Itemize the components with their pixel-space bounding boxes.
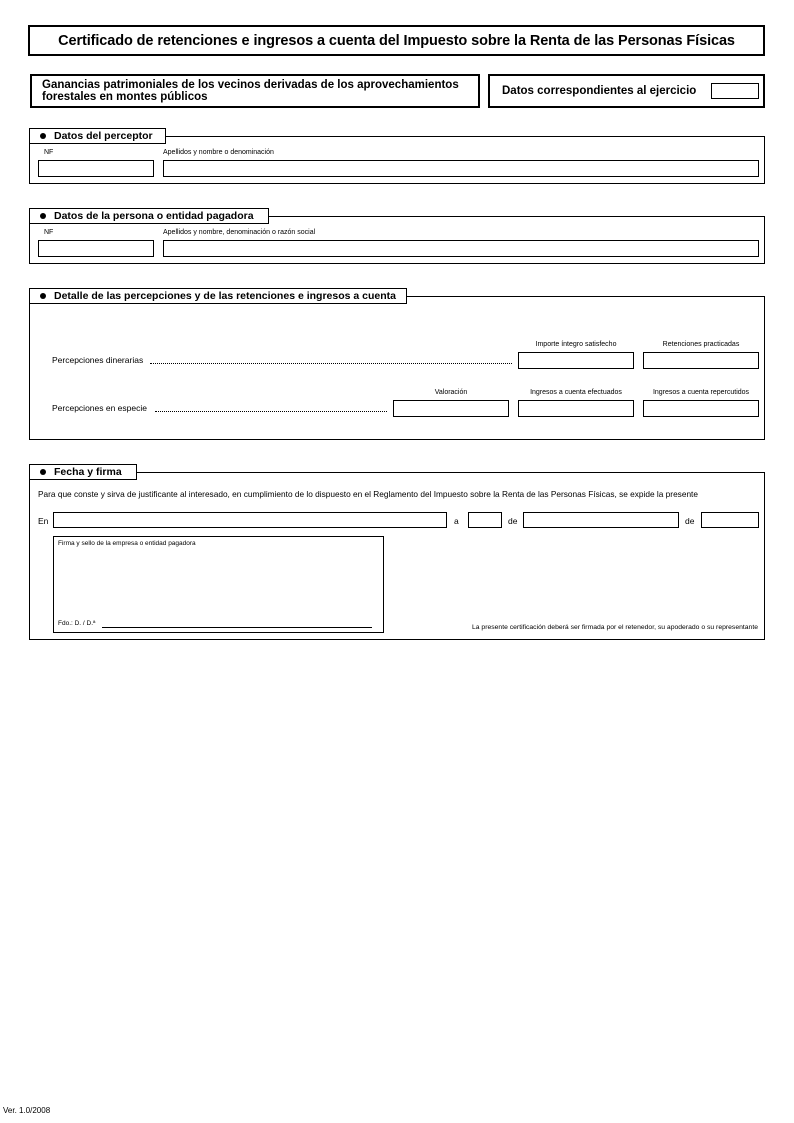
especie-ingresos-efectuados-field[interactable]: [518, 400, 634, 417]
perceptor-nif-label: NF: [44, 149, 54, 156]
col-ingresos-efectuados-label: Ingresos a cuenta efectuados: [530, 389, 622, 396]
perceptor-name-label: Apellidos y nombre o denominación: [163, 149, 274, 156]
de-label-2: de: [685, 516, 695, 526]
place-field[interactable]: [53, 512, 447, 528]
dotted-leader: [155, 411, 387, 412]
perceptor-nif-field[interactable]: [38, 160, 154, 177]
subtitle-line-2: forestales en montes públicos: [42, 91, 208, 103]
fecha-section-tab: [29, 464, 137, 480]
en-label: En: [38, 516, 49, 526]
signature-box[interactable]: [53, 536, 384, 633]
bullet-icon: [40, 213, 46, 219]
bullet-icon: [40, 133, 46, 139]
fdo-label: Fdo.: D. / D.ª: [58, 620, 96, 627]
bullet-icon: [40, 469, 46, 475]
document-title: Certificado de retenciones e ingresos a cuenta del Impuesto sobre la Renta de las Personas Físicas: [28, 25, 765, 56]
a-label: a: [454, 516, 459, 526]
pagador-name-field[interactable]: [163, 240, 759, 257]
perceptor-section-title: Datos del perceptor: [54, 130, 153, 142]
day-field[interactable]: [468, 512, 502, 528]
year-field[interactable]: [701, 512, 759, 528]
signature-box-label: Firma y sello de la empresa o entidad pagadora: [58, 540, 196, 547]
especie-valoracion-field[interactable]: [393, 400, 509, 417]
fiscal-year-label: Datos correspondientes al ejercicio: [502, 85, 697, 97]
dotted-leader: [150, 363, 512, 364]
pagador-section-tab: [29, 208, 269, 224]
pagador-nif-label: NF: [44, 229, 54, 236]
col-importe-label: Importe íntegro satisfecho: [535, 341, 617, 348]
col-valoracion-label: Valoración: [434, 389, 468, 396]
dinerarias-retenciones-field[interactable]: [643, 352, 759, 369]
de-label-1: de: [508, 516, 518, 526]
month-field[interactable]: [523, 512, 679, 528]
version-label: Ver. 1.0/2008: [3, 1106, 51, 1115]
subtitle-line-1: Ganancias patrimoniales de los vecinos derivadas de los aprovechamientos: [42, 79, 459, 91]
signature-line: [102, 627, 372, 628]
pagador-nif-field[interactable]: [38, 240, 154, 257]
pagador-section-title: Datos de la persona o entidad pagadora: [54, 210, 254, 222]
detalle-section-tab: [29, 288, 407, 304]
dinerarias-importe-field[interactable]: [518, 352, 634, 369]
document-subtitle: [30, 74, 480, 108]
bullet-icon: [40, 293, 46, 299]
signature-note: La presente certificación deberá ser firmada por el retenedor, su apoderado o su representante: [471, 624, 758, 631]
row-dinerarias-label: Percepciones dinerarias: [52, 355, 144, 365]
row-especie-label: Percepciones en especie: [52, 403, 147, 413]
fiscal-year-box: [488, 74, 765, 108]
pagador-name-label: Apellidos y nombre, denominación o razón social: [163, 229, 316, 236]
especie-ingresos-repercutidos-field[interactable]: [643, 400, 759, 417]
perceptor-section-tab: [29, 128, 166, 144]
col-ingresos-repercutidos-label: Ingresos a cuenta repercutidos: [652, 389, 750, 396]
fiscal-year-field[interactable]: [711, 83, 759, 99]
fecha-section-title: Fecha y firma: [54, 466, 122, 478]
certification-statement: Para que conste y sirva de justificante al interesado, en cumplimiento de lo dispuesto en el Reglamento del Impuesto sobre la Renta de las Personas Físicas, se expide la presente: [38, 489, 698, 499]
col-retenciones-label: Retenciones practicadas: [662, 341, 740, 348]
perceptor-name-field[interactable]: [163, 160, 759, 177]
detalle-section-title: Detalle de las percepciones y de las retenciones e ingresos a cuenta: [54, 290, 396, 302]
